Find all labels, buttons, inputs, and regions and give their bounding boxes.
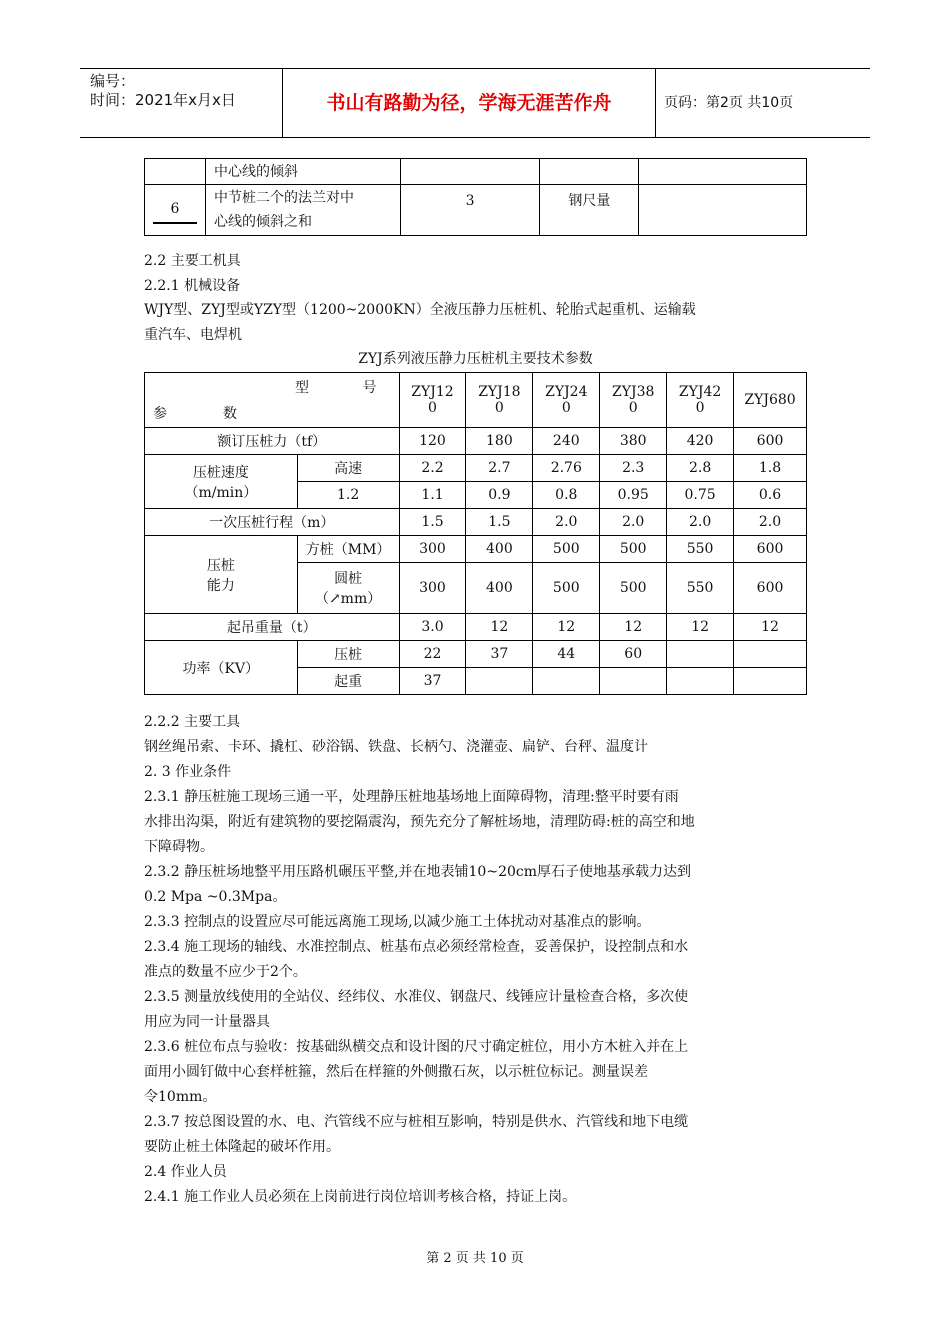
section-heading: 2.2 主要工机具	[144, 253, 241, 269]
row-label: 一次压桩行程（m）	[145, 509, 400, 536]
header-hao-char: 号	[362, 380, 377, 396]
model-header: ZYJ24 0	[533, 373, 600, 428]
model-header: ZYJ38 0	[600, 373, 667, 428]
table-row: 圆桩 （↗mm） 300 400 500 500 550 600	[145, 563, 807, 614]
model-header: ZYJ12 0	[399, 373, 466, 428]
section-heading: 2.4 作业人员	[144, 1164, 227, 1180]
paragraph-line: WJY型、ZYJ型或YZY型（1200~2000KN）全液压静力压桩机、轮胎式起重机、运输载	[144, 302, 696, 318]
parameters-table	[144, 372, 807, 695]
header-motto: 书山有路勤为径，学海无涯苦作舟	[283, 69, 656, 137]
number-label: 编号：	[90, 72, 136, 90]
paragraph-line: 2.3.1 静压桩施工现场三通一平，处理静压桩地基场地上面障碍物，清理:整平时要有雨	[144, 789, 679, 805]
row-sublabel: 高速	[297, 455, 399, 482]
header-model-char: 型	[295, 380, 309, 396]
table-row: 一次压桩行程（m） 1.5 1.5 2.0 2.0 2.0 2.0	[145, 509, 807, 536]
row-label: 起吊重量（t）	[145, 614, 400, 641]
paragraph-line: 2.3.2 静压桩场地整平用压路机碾压平整,并在地表铺10~20cm厚石子使地基承载力达到	[144, 864, 691, 880]
row-label: 压桩 能力	[145, 536, 298, 614]
time-label: 时间：2021年x月x日	[90, 91, 236, 109]
paragraph-line: 2.4.1 施工作业人员必须在上岗前进行岗位培训考核合格，持证上岗。	[144, 1189, 577, 1205]
table-row: 起重 37	[145, 668, 807, 695]
row-label: 额订压桩力（tf）	[145, 428, 400, 455]
paragraph-line: 2.3.6 桩位布点与验收：按基础纵横交点和设计图的尺寸确定桩位，用小方木桩入并在上	[144, 1039, 689, 1055]
method-cell: 钢尺量	[540, 185, 639, 236]
section-heading: 2.2.2 主要工具	[144, 714, 241, 730]
model-header: ZYJ18 0	[466, 373, 533, 428]
paragraph-line: 2.3.4 施工现场的轴线、水准控制点、桩基布点必须经常检查，妥善保护，设控制点和水	[144, 939, 689, 955]
table-row: 压桩 能力 方桩（MM） 300 400 500 500 550 600	[145, 536, 807, 563]
row-sublabel: 1.2	[297, 482, 399, 509]
item-cell-line-2: 心线的倾斜之和	[213, 214, 312, 230]
table-row: 额订压桩力（tf） 120 180 240 380 420 600	[145, 428, 807, 455]
table-caption: ZYJ系列液压静力压桩机主要技术参数	[358, 351, 593, 367]
table-row: 起吊重量（t） 3.0 12 12 12 12 12	[145, 614, 807, 641]
table-row: 1.2 1.1 0.9 0.8 0.95 0.75 0.6	[145, 482, 807, 509]
item-cell-line-1: 中节桩二个的法兰对中	[213, 190, 354, 206]
model-header: ZYJ680	[734, 373, 807, 428]
header-meta	[80, 69, 283, 137]
table-row	[145, 185, 807, 236]
row-label: 功率（KV）	[145, 641, 298, 695]
row-sublabel: 方桩（MM）	[297, 536, 399, 563]
table-row	[145, 159, 807, 185]
row-sublabel: 起重	[297, 668, 399, 695]
row-sublabel: 圆桩 （↗mm）	[297, 563, 399, 614]
diagonal-header-cell	[145, 373, 400, 428]
value-cell: 3	[400, 185, 540, 236]
paragraph-line: 水排出沟渠，附近有建筑物的要挖隔震沟，预先充分了解桩场地，清理防碍:桩的高空和地	[144, 814, 695, 830]
row-label: 压桩速度 （m/min）	[145, 455, 298, 509]
table-row: 功率（KV） 压桩 22 37 44 60	[145, 641, 807, 668]
section-heading: 2.2.1 机械设备	[144, 278, 241, 294]
header-can-char: 参	[153, 406, 167, 422]
paragraph-line: 面用小圆钉做中心套样桩箍，然后在样箍的外侧撒石灰，以示桩位标记。测量误差	[144, 1064, 648, 1080]
paragraph-line: 2.3.7 按总图设置的水、电、汽管线不应与桩相互影响，特别是供水、汽管线和地下电缆	[144, 1114, 689, 1130]
paragraph-line: 钢丝绳吊索、卡环、撬杠、砂浴锅、铁盘、长柄勺、浇灌壶、扁铲、台秤、温度计	[144, 739, 648, 755]
page-header	[80, 68, 870, 138]
paragraph-line: 重汽车、电焊机	[144, 327, 242, 343]
header-page-info: 页码：第2页 共10页	[664, 95, 794, 111]
model-header: ZYJ42 0	[667, 373, 734, 428]
item-cell: 中心线的倾斜	[205, 159, 400, 185]
row-sublabel: 压桩	[297, 641, 399, 668]
header-shu-char: 数	[223, 406, 237, 422]
paragraph-line: 令10mm。	[144, 1089, 217, 1105]
paragraph-line: 下障碍物。	[144, 839, 214, 855]
table-row: 压桩速度 （m/min） 高速 2.2 2.7 2.76 2.3 2.8 1.8	[145, 455, 807, 482]
tolerance-table	[144, 158, 807, 236]
table-header-row	[145, 373, 807, 428]
page-footer: 第 2 页 共 10 页	[426, 1251, 524, 1266]
paragraph-line: 用应为同一计量器具	[144, 1014, 270, 1030]
paragraph-line: 2.3.5 测量放线使用的全站仪、经纬仪、水准仪、钢盘尺、线锤应计量检查合格，多次使	[144, 989, 689, 1005]
paragraph-line: 准点的数量不应少于2个。	[144, 964, 307, 980]
paragraph-line: 2.3.3 控制点的设置应尽可能远离施工现场,以减少施工土体扰动对基准点的影响。	[144, 914, 651, 930]
paragraph-line: 要防止桩土体隆起的破坏作用。	[144, 1139, 340, 1155]
paragraph-line: 0.2 Mpa ~0.3Mpa。	[144, 889, 287, 905]
section-heading: 2. 3 作业条件	[144, 764, 232, 780]
row-number: 6	[153, 197, 197, 224]
